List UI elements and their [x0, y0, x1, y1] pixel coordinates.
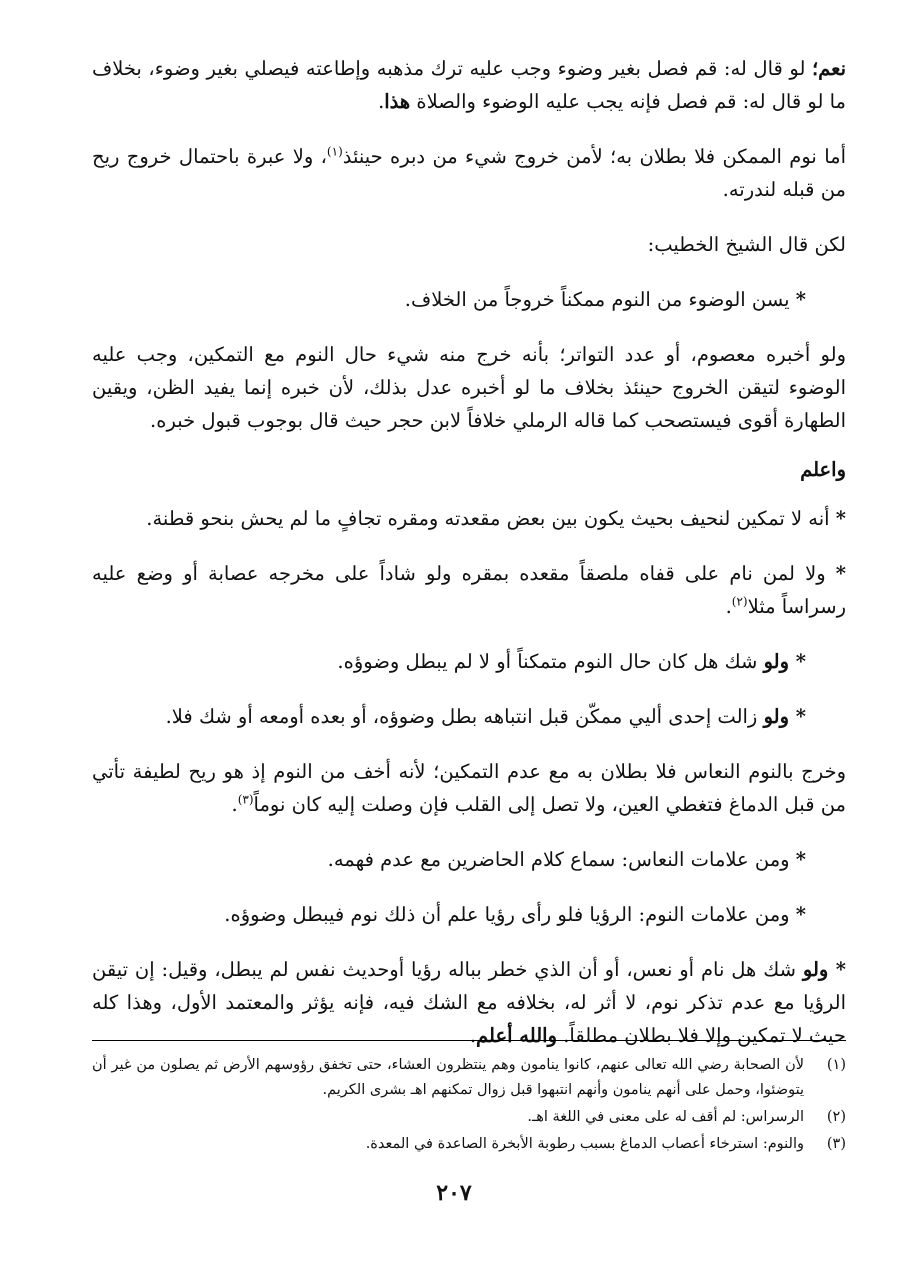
footnote-text: الرسراس: لم أقف له على معنى في اللغة اهـ. — [527, 1109, 804, 1125]
paragraph-12 — [92, 843, 846, 876]
paragraph-5 — [92, 338, 846, 437]
bullet-star-icon: * — [795, 288, 806, 311]
bullet-star-icon: * — [835, 507, 846, 530]
paragraph-text: أما نوم الممكن فلا بطلان به؛ لأمن خروج شيء من دبره حينئذ — [342, 145, 846, 168]
bullet-star-icon: * — [795, 705, 806, 728]
heading-text: واعلم — [800, 458, 846, 481]
footnote-number: (٣) — [826, 1136, 846, 1152]
lead-word: ولو — [763, 650, 796, 673]
lead-word: نعم؛ — [811, 57, 846, 80]
paragraph-text-cont: ، ولا عبرة باحتمال خروج ريح من قبله لندرته. — [92, 145, 846, 201]
main-text — [92, 52, 846, 1052]
paragraph-text: ومن علامات النوم: الرؤيا فلو رأى رؤيا علم أن ذلك نوم فيبطل وضوؤه. — [224, 903, 796, 926]
paragraph-text-cont: . — [231, 793, 238, 816]
footnotes — [92, 1053, 846, 1159]
paragraph-text: لو قال له: قم فصل بغير وضوء وجب عليه ترك مذهبه وإطاعته فيصلي بغير وضوء، بخلاف ما لو قال له: قم فصل فإنه يجب عليه الوضوء والصلاة — [92, 57, 846, 113]
paragraph-text: أنه لا تمكين لنحيف بحيث يكون بين بعض مقعدته ومقره تجافٍ ما لم يحش بنحو قطنة. — [146, 507, 836, 530]
footnote-number: (٢) — [826, 1109, 846, 1125]
footnote-ref-3[interactable]: (٣) — [237, 792, 254, 807]
bullet-star-icon: * — [795, 650, 806, 673]
paragraph-text: يسن الوضوء من النوم ممكناً خروجاً من الخلاف. — [404, 288, 796, 311]
footnote-text: والنوم: استرخاء أعصاب الدماغ بسبب رطوبة الأبخرة الصاعدة في المعدة. — [365, 1136, 804, 1152]
footnote-ref-2[interactable]: (٢) — [731, 594, 748, 609]
paragraph-3 — [92, 228, 846, 261]
section-heading — [92, 453, 846, 486]
paragraph-text-cont: . — [725, 595, 732, 618]
paragraph-tail: . — [378, 90, 385, 113]
bullet-star-icon: * — [835, 562, 846, 585]
paragraph-text: شك هل كان حال النوم متمكناً أو لا لم يبطل وضوؤه. — [337, 650, 764, 673]
bullet-star-icon: * — [835, 958, 846, 981]
paragraph-text: زالت إحدى أليي ممكّن قبل انتباهه بطل وضوؤه، أو بعده أومعه أو شك فلا. — [165, 705, 764, 728]
footnote-item — [92, 1053, 846, 1103]
footnote-item — [92, 1105, 846, 1130]
footnote-text: لأن الصحابة رضي الله تعالى عنهم، كانوا ينامون وهم ينتظرون العشاء، حتى تخفق رؤوسهم الأرض ثم يصلون من غير أن يتوضئوا، وحمل على أنهم ينامون وأنهم انتبهوا قبل زوال تمكنهم اهـ بشرى الكريم. — [92, 1057, 804, 1098]
bullet-star-icon: * — [795, 848, 806, 871]
paragraph-tail: . — [469, 1024, 477, 1047]
footnote-ref-1[interactable]: (١) — [326, 144, 343, 159]
footnote-divider — [92, 1040, 846, 1041]
paragraph-2 — [92, 140, 846, 206]
paragraph-text: ومن علامات النعاس: سماع كلام الحاضرين مع عدم فهمه. — [327, 848, 796, 871]
paragraph-14 — [92, 953, 846, 1052]
paragraph-1 — [92, 52, 846, 118]
paragraph-text: وخرج بالنوم النعاس فلا بطلان به مع عدم التمكين؛ لأنه أخف من النوم إذ هو ريح لطيفة تأتي من قبل الدماغ فتغطي العين، ولا تصل إلى القلب فإن وصلت إليه كان نوماً — [92, 760, 846, 816]
footnote-number: (١) — [826, 1057, 846, 1073]
bold-word: والله أعلم — [476, 1024, 557, 1047]
paragraph-9 — [92, 645, 846, 678]
paragraph-text: ولا لمن نام على قفاه ملصقاً مقعده بمقره ولو شاداً على مخرجه عصابة أو وضع عليه رسراساً مثلا — [92, 562, 846, 618]
lead-word: ولو — [763, 705, 796, 728]
page-number: ٢٠٧ — [436, 1180, 472, 1206]
paragraph-7 — [92, 502, 846, 535]
paragraph-4 — [92, 283, 846, 316]
paragraph-8 — [92, 557, 846, 623]
bold-word: هذا — [384, 90, 411, 113]
paragraph-text: شك هل نام أو نعس، أو أن الذي خطر بباله رؤيا أوحديث نفس لم يبطل، وقيل: إن تيقن الرؤيا مع عدم تذكر نوم، لا أثر له، بخلافه مع الشك فيه، فإنه يؤثر والمعتمد الأول، وهذا كله حيث لا تمكين وإلا فلا بطلان مطلقاً. — [92, 958, 846, 1047]
footnote-item — [92, 1132, 846, 1157]
paragraph-text: لكن قال الشيخ الخطيب: — [647, 233, 846, 256]
paragraph-13 — [92, 898, 846, 931]
paragraph-text: ولو أخبره معصوم، أو عدد التواتر؛ بأنه خرج منه شيء حال النوم مع التمكين، وجب عليه الوضوء لتيقن الخروج حينئذ بخلاف ما لو أخبره عدل بذلك، لأن خبره إنما يفيد الظن، ويقين الطهارة أقوى فيستصحب كما قاله الرملي خلافاً لابن حجر حيث قال بوجوب قبول خبره. — [92, 343, 846, 432]
paragraph-10 — [92, 700, 846, 733]
lead-word: ولو — [802, 958, 836, 981]
paragraph-11 — [92, 755, 846, 821]
bullet-star-icon: * — [795, 903, 806, 926]
